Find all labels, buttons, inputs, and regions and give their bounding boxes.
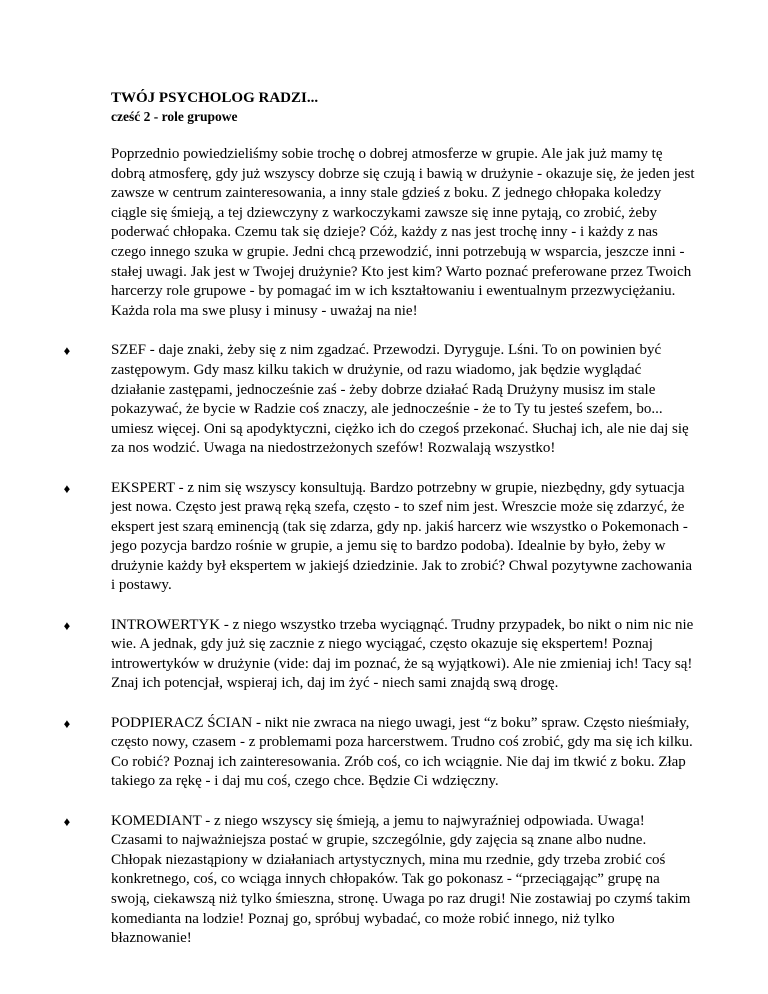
role-item-introwertyk [63,616,696,694]
role-text: EKSPERT - z nim się wszyscy konsultują. Bardzo potrzebny w grupie, niezbędny, gdy sytuacja jest nowa. Często jest prawą ręką szefa, często - to szef nim jest. Wreszcie może się zdarzyć, że ekspert jest szarą eminencją (tak się zdarza, gdy np. jakiś harcerz wie wszystko o Pokemonach - jego pozycja bardzo rośnie w grupie, a jemu się to bardzo podoba). Idealnie by było, żeby w drużynie każdy był ekspertem w jakiejś dziedzinie. Jak to zrobić? Chwal pozytywne zachowania i postawy. [111,479,693,594]
document-title: TWÓJ PSYCHOLOG RADZI... [111,90,319,106]
document-page [63,88,696,968]
role-item-komediant [63,812,696,949]
diamond-bullet-icon: ♦ [63,617,71,633]
diamond-bullet-icon: ♦ [63,813,71,829]
role-text: PODPIERACZ ŚCIAN - nikt nie zwraca na niego uwagi, jest “z boku” spraw. Często nieśmiały, często nowy, czasem - z problemami poza harcerstwem. Trudno coś zrobić, gdy ma się ich kilku. Co robić? Poznaj ich zainteresowania. Zrób coś, co ich wciągnie. Nie daj im tkwić z boku. Złap takiego za rękę - i daj mu coś, czego chce. Będzie Ci wdzięczny. [111,714,693,790]
diamond-bullet-icon: ♦ [63,343,71,359]
diamond-bullet-icon: ♦ [63,480,71,496]
role-list [63,341,696,948]
intro-paragraph: Poprzednio powiedzieliśmy sobie trochę o dobrej atmosferze w grupie. Ale jak już mamy tę dobrą atmosferę, gdy już wszyscy dobrze się czują i bawią w drużynie - okazuje się, że jeden jest zawsze w centrum zainteresowania, a inny stale gdzieś z boku. Z jednego chłopaka koledzy ciągle się śmieją, a tej dziewczyny z warkoczykami zawsze się inne pytają, co zrobić, żeby poderwać chłopaka. Czemu tak się dzieje? Cóż, każdy z nas jest trochę inny - i każdy z nas czego innego szuka w grupie. Jedni chcą przewodzić, inni potrzebują w wsparcia, jeszcze inni - stałej uwagi. Jak jest w Twojej drużynie? Kto jest kim? Warto poznać preferowane przez Twoich harcerzy role grupowe - by pomagać im w ich kształtowaniu i ewentualnym przezwyciężaniu. Każda rola ma swe plusy i minusy - uważaj na nie! [111,146,695,319]
document-subtitle: cześć 2 - role grupowe [111,109,238,124]
diamond-bullet-icon: ♦ [63,715,71,731]
role-item-ekspert [63,479,696,597]
role-item-podpieracz-scian [63,714,696,792]
role-item-szef [63,341,696,459]
role-text: KOMEDIANT - z niego wszyscy się śmieją, a jemu to najwyraźniej odpowiada. Uwaga! Czasami to najważniejsza postać w grupie, szczególnie, gdy zajęcia są znane albo nudne. Chłopak niezastąpiony w działaniach artystycznych, mina mu rzednie, gdy trzeba zrobić coś konkretnego, coś, co wciąga innych chłopaków. Tak go pokonasz - “przeciągając” grupę na swoją, ciekawszą niż tylko śmieszna, stronę. Uwaga po raz drugi! Nie zostawiaj po czymś takim komedianta na lodzie! Poznaj go, spróbuj wybadać, co może robić innego, niż tylko błaznowanie! [111,812,691,947]
role-text: INTROWERTYK - z niego wszystko trzeba wyciągnąć. Trudny przypadek, bo nikt o nim nic nie wie. A jednak, gdy już się zacznie z niego wyciągać, często okazuje się ekspertem! Poznaj introwertyków w drużynie (vide: daj im poznać, że są wyjątkowi). Ale nie zmieniaj ich! Tacy są! Znaj ich potencjał, wspieraj ich, daj im żyć - niech sami znajdą swą drogę. [111,616,694,692]
role-text: SZEF - daje znaki, żeby się z nim zgadzać. Przewodzi. Dyryguje. Lśni. To on powinien być zastępowym. Gdy masz kilku takich w drużynie, od razu wiadomo, jak będzie wyglądać działanie zastępami, jednocześnie zaś - żeby dobrze działać Radą Drużyny musisz im stale pokazywać, że bycie w Radzie coś znaczy, ale jednocześnie - że to Ty tu jesteś szefem, bo... umiesz więcej. Oni są apodyktyczni, ciężko ich do czegoś przekonać. Słuchaj ich, ale nie daj się za nos wodzić. Uwaga na niedostrzeżonych szefów! Rozwalają wszystko! [111,342,689,457]
